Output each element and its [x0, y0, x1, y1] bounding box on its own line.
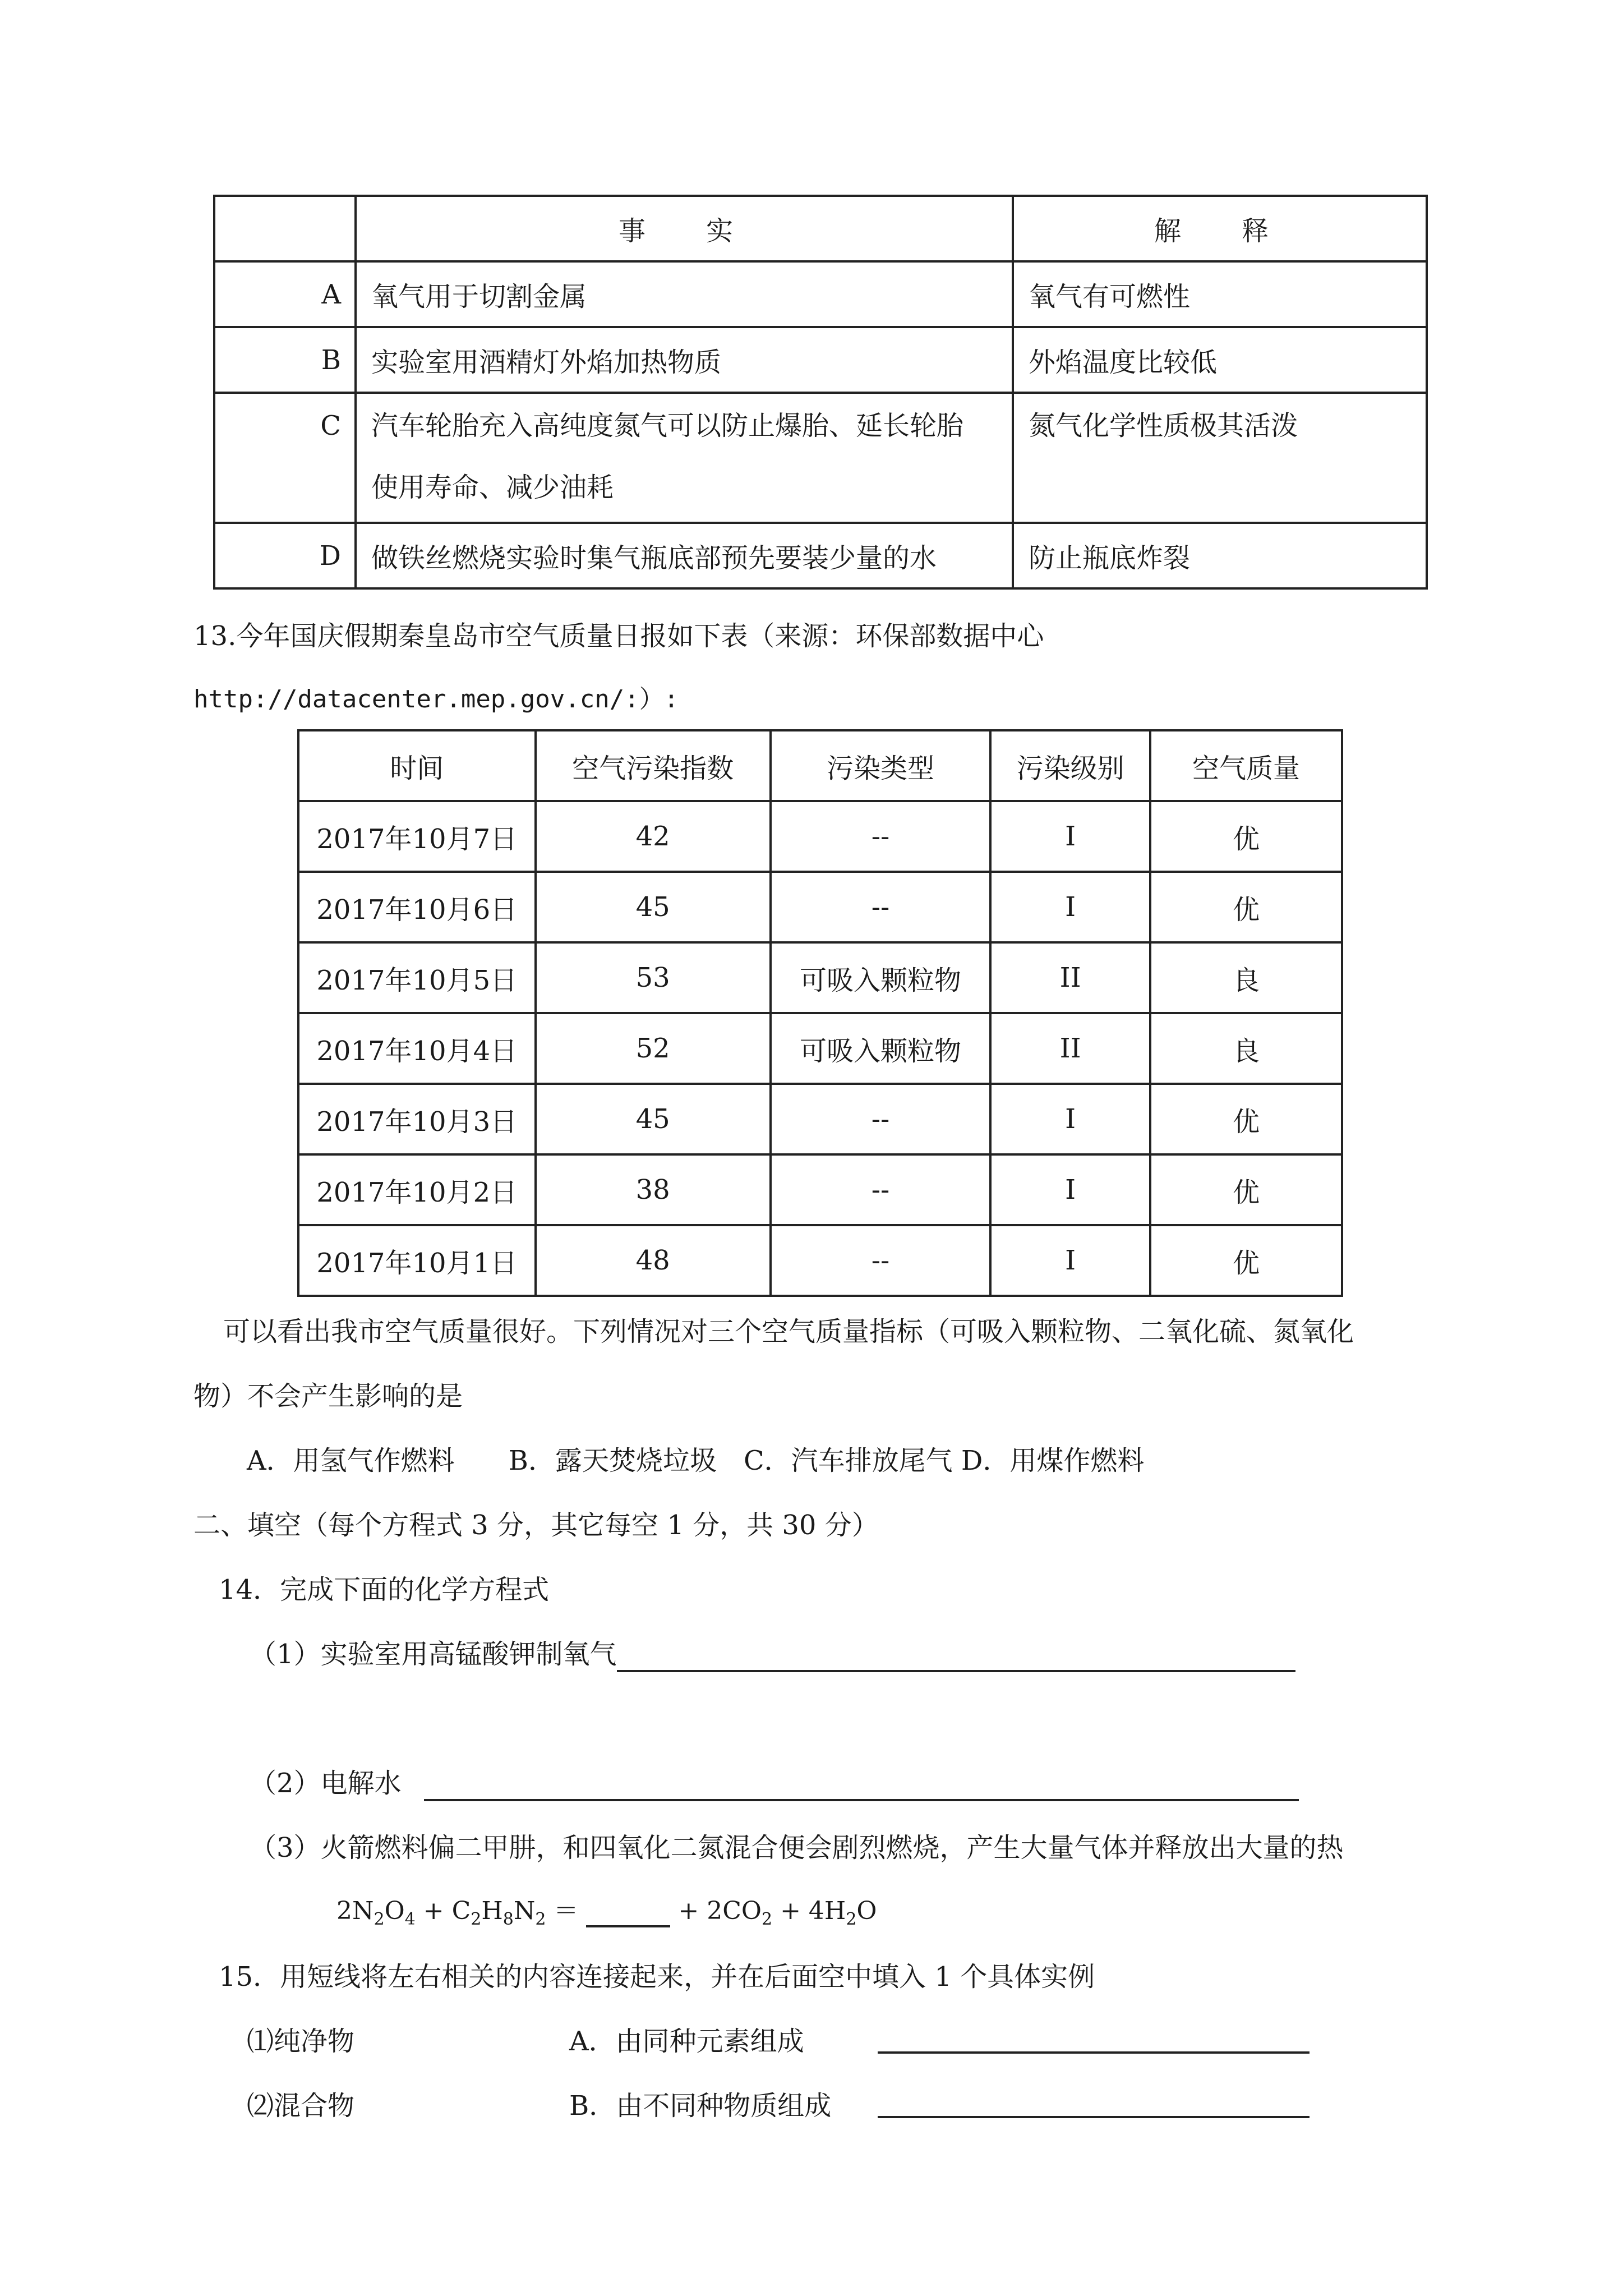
fact-cell: 实验室用酒精灯外焰加热物质	[356, 327, 1013, 393]
index-cell: 53	[536, 942, 771, 1013]
q15-right-2: B．由不同种物质组成	[569, 2090, 832, 2122]
date-cell: 2017年10月4日	[298, 1013, 536, 1084]
fact-line: 使用寿命、减少油耗	[371, 472, 614, 503]
quality-cell: 优	[1150, 801, 1342, 872]
fact-cell: 氧气用于切割金属	[356, 261, 1013, 327]
table-row	[298, 1084, 1342, 1154]
level-cell: II	[990, 1013, 1150, 1084]
explain-cell: 氧气有可燃性	[1013, 261, 1427, 327]
section-title: 二、填空（每个方程式 3 分，其它每空 1 分，共 30 分）	[193, 1510, 879, 1541]
index-cell: 45	[536, 872, 771, 942]
level-cell: I	[990, 1225, 1150, 1296]
answer-blank[interactable]	[878, 2116, 1310, 2118]
row-label: B	[214, 327, 356, 393]
date-cell: 2017年10月1日	[298, 1225, 536, 1296]
row-label: C	[214, 393, 356, 523]
q15-right-1: A．由同种元素组成	[569, 2026, 804, 2057]
table-row	[298, 872, 1342, 942]
date-cell: 2017年10月2日	[298, 1154, 536, 1225]
answer-blank[interactable]	[424, 1768, 1299, 1801]
table-row	[214, 261, 1427, 327]
date-cell: 2017年10月5日	[298, 942, 536, 1013]
table-row	[298, 1013, 1342, 1084]
header-cell: 污染类型	[771, 730, 990, 801]
answer-blank[interactable]	[586, 1897, 670, 1927]
header-cell-fact: 事 实	[356, 196, 1013, 261]
air-quality-table	[297, 729, 1343, 1297]
header-cell	[214, 196, 356, 261]
table-row	[214, 393, 1427, 523]
fact-cell: 做铁丝燃烧实验时集气瓶底部预先要装少量的水	[356, 523, 1013, 588]
type-cell: --	[771, 1084, 990, 1154]
index-cell: 52	[536, 1013, 771, 1084]
fact-line: 汽车轮胎充入高纯度氮气可以防止爆胎、延长轮胎	[371, 410, 964, 441]
table-row	[214, 327, 1427, 393]
type-cell: 可吸入颗粒物	[771, 1013, 990, 1084]
level-cell: II	[990, 942, 1150, 1013]
quality-cell: 优	[1150, 1225, 1342, 1296]
fact-cell	[356, 393, 1013, 523]
table-header-row	[298, 730, 1342, 801]
type-cell: --	[771, 1225, 990, 1296]
row-label: A	[214, 261, 356, 327]
table-row	[298, 942, 1342, 1013]
facts-table	[213, 195, 1428, 590]
quality-cell: 良	[1150, 942, 1342, 1013]
quality-cell: 优	[1150, 1154, 1342, 1225]
row-label: D	[214, 523, 356, 588]
explain-cell: 氮气化学性质极其活泼	[1013, 393, 1427, 523]
date-cell: 2017年10月3日	[298, 1084, 536, 1154]
q13-paragraph-cont: 物）不会产生影响的是	[193, 1381, 463, 1412]
index-cell: 45	[536, 1084, 771, 1154]
header-cell-explain: 解 释	[1013, 196, 1427, 261]
header-cell: 空气污染指数	[536, 730, 771, 801]
q14-part1-label: （1）实验室用高锰酸钾制氧气	[250, 1639, 617, 1670]
q15-left-2: ⑵混合物	[247, 2090, 355, 2122]
q14-part2	[250, 1761, 1299, 1801]
header-cell: 时间	[298, 730, 536, 801]
table-row	[298, 801, 1342, 872]
q13-url: http://datacenter.mep.gov.cn/:）:	[193, 685, 679, 714]
quality-cell: 良	[1150, 1013, 1342, 1084]
quality-cell: 优	[1150, 872, 1342, 942]
q13-paragraph: 可以看出我市空气质量很好。下列情况对三个空气质量指标（可吸入颗粒物、二氧化硫、氮氧化	[223, 1316, 1354, 1347]
q13-options: A．用氢气作燃料 B．露天焚烧垃圾 C．汽车排放尾气 D．用煤作燃料	[247, 1445, 1145, 1476]
type-cell: --	[771, 872, 990, 942]
q14-part1	[250, 1632, 1295, 1672]
header-cell: 空气质量	[1150, 730, 1342, 801]
q13-intro: 13.今年国庆假期秦皇岛市空气质量日报如下表（来源：环保部数据中心	[193, 620, 1044, 652]
q14-part3: （3）火箭燃料偏二甲肼，和四氧化二氮混合便会剧烈燃烧，产生大量气体并释放出大量的热	[250, 1832, 1344, 1864]
table-row	[214, 523, 1427, 588]
level-cell: I	[990, 872, 1150, 942]
type-cell: 可吸入颗粒物	[771, 942, 990, 1013]
q14-title: 14．完成下面的化学方程式	[219, 1574, 550, 1605]
level-cell: I	[990, 1084, 1150, 1154]
level-cell: I	[990, 801, 1150, 872]
level-cell: I	[990, 1154, 1150, 1225]
index-cell: 38	[536, 1154, 771, 1225]
explain-cell: 防止瓶底炸裂	[1013, 523, 1427, 588]
q14-part2-label: （2）电解水	[250, 1768, 402, 1799]
type-cell: --	[771, 801, 990, 872]
type-cell: --	[771, 1154, 990, 1225]
date-cell: 2017年10月6日	[298, 872, 536, 942]
index-cell: 42	[536, 801, 771, 872]
table-row	[298, 1154, 1342, 1225]
chemical-equation: $2N_2O_4 + C_2H_8N_2$ ＝ + $2CO_2 + 4H_2O$	[336, 1897, 877, 1929]
table-row	[298, 1225, 1342, 1296]
quality-cell: 优	[1150, 1084, 1342, 1154]
date-cell: 2017年10月7日	[298, 801, 536, 872]
answer-blank[interactable]	[617, 1639, 1295, 1672]
q15-title: 15．用短线将左右相关的内容连接起来，并在后面空中填入 1 个具体实例	[219, 1961, 1095, 1993]
explain-cell: 外焰温度比较低	[1013, 327, 1427, 393]
header-cell: 污染级别	[990, 730, 1150, 801]
answer-blank[interactable]	[878, 2051, 1310, 2054]
index-cell: 48	[536, 1225, 771, 1296]
q15-left-1: ⑴纯净物	[247, 2026, 355, 2057]
table-header-row	[214, 196, 1427, 261]
